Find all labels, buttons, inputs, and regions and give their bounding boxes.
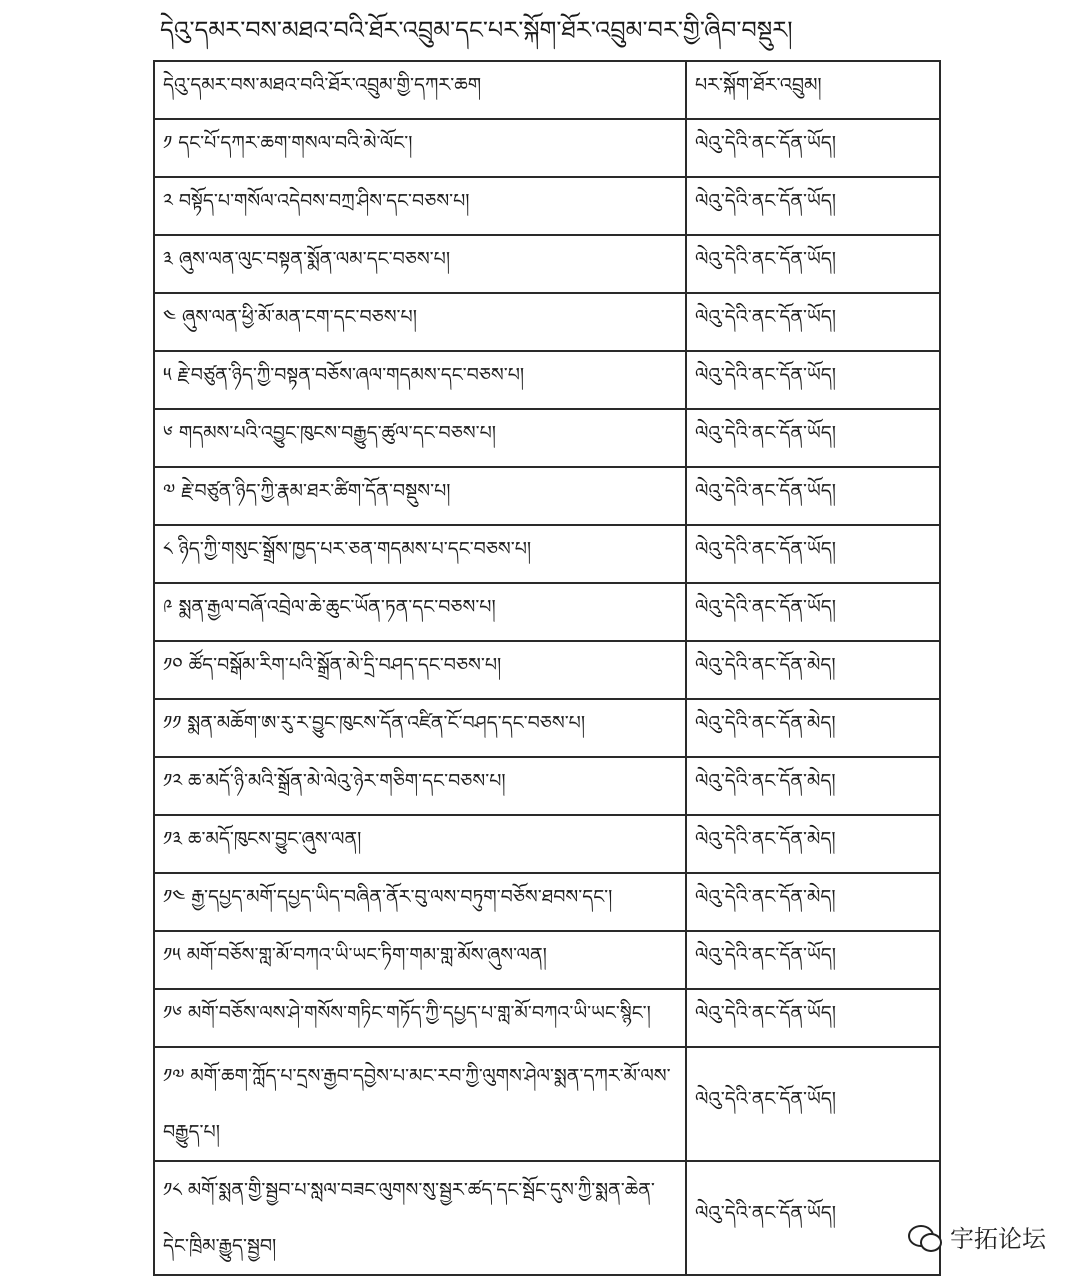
row-status-cell: ལེའུ་དེའི་ནང་དོན་ཡོད། bbox=[686, 989, 940, 1047]
row-text-cell bbox=[154, 409, 686, 467]
row-number: ༥ bbox=[163, 364, 172, 386]
table-row bbox=[154, 235, 940, 293]
row-number: ༨ bbox=[163, 538, 173, 560]
row-status-cell: ལེའུ་དེའི་ནང་དོན་ཡོད། bbox=[686, 931, 940, 989]
row-number: ༤ bbox=[163, 306, 177, 328]
header-cell-left: དེའུ་དམར་བས་མཐའ་བའི་ཐོར་འབྲུམ་གྱི་དཀར་ཆག bbox=[154, 61, 686, 119]
row-status-cell: ལེའུ་དེའི་ནང་དོན་མེད། bbox=[686, 873, 940, 931]
watermark-text: 宇拓论坛 bbox=[950, 1225, 1046, 1253]
row-status-cell: ལེའུ་དེའི་ནང་དོན་ཡོད། bbox=[686, 467, 940, 525]
row-text-cell bbox=[154, 583, 686, 641]
row-text: ཞུས་ལན་ལུང་བསྟན་སྨོན་ལམ་དང་བཅས་པ། bbox=[178, 248, 451, 270]
table-header-row bbox=[154, 61, 940, 119]
table-row bbox=[154, 757, 940, 815]
row-number: ༡༡ bbox=[163, 712, 182, 734]
row-text-cell bbox=[154, 235, 686, 293]
comparison-table bbox=[153, 60, 941, 1276]
row-number: ༡༤ bbox=[163, 886, 186, 908]
row-text-cell bbox=[154, 177, 686, 235]
row-text: དང་པོ་དཀར་ཆག་གསལ་བའི་མེ་ལོང་། bbox=[178, 132, 413, 154]
row-text-cell bbox=[154, 931, 686, 989]
table-row bbox=[154, 873, 940, 931]
watermark bbox=[908, 1219, 1046, 1254]
row-text-cell bbox=[154, 815, 686, 873]
table-row bbox=[154, 641, 940, 699]
table-row bbox=[154, 815, 940, 873]
row-number: ༡༣ bbox=[163, 828, 183, 850]
row-status-cell: ལེའུ་དེའི་ནང་དོན་མེད། bbox=[686, 641, 940, 699]
row-number: ༡༠ bbox=[163, 654, 183, 676]
row-text-cell bbox=[154, 293, 686, 351]
row-number: ༡ bbox=[163, 132, 173, 154]
row-text-cell bbox=[154, 641, 686, 699]
row-number: ༡༧ bbox=[163, 1065, 185, 1087]
row-text-cell bbox=[154, 757, 686, 815]
row-number: ༣ bbox=[163, 248, 173, 270]
row-text: ཞུས་ལན་ཕྱི་མོ་མན་ངག་དང་བཅས་པ། bbox=[182, 306, 417, 328]
table-row bbox=[154, 699, 940, 757]
row-number: ༡༢ bbox=[163, 770, 183, 792]
table-row bbox=[154, 1161, 940, 1275]
row-number: ༩ bbox=[163, 596, 173, 618]
row-status-cell: ལེའུ་དེའི་ནང་དོན་ཡོད། bbox=[686, 293, 940, 351]
table-row bbox=[154, 351, 940, 409]
row-text: མགོ་བཅོས་གླ་མོ་བཀའ་ཡི་ཡང་ཏིག་གམ་གླ་མོས་ཞུས་ལན། bbox=[186, 944, 547, 966]
row-text: ཚོད་བསྒོམ་རིག་པའི་སྒྲོན་མེ་དྲི་བཤད་དང་བཅས་པ། bbox=[188, 654, 502, 676]
row-status-cell: ལེའུ་དེའི་ནང་དོན་མེད། bbox=[686, 815, 940, 873]
row-text: སྨན་མཆོག་ཨ་རུ་ར་བྱུང་ཁུངས་དོན་འཛིན་ངོ་བཤད་དང་བཅས་པ། bbox=[187, 712, 586, 734]
table-row bbox=[154, 409, 940, 467]
row-text-cell bbox=[154, 699, 686, 757]
row-text: རྗེ་བཙུན་ཉིད་ཀྱི་བསྟན་བཅོས་ཞལ་གདམས་དང་བཅས་པ། bbox=[177, 364, 525, 386]
row-text-cell bbox=[154, 873, 686, 931]
table-row bbox=[154, 293, 940, 351]
row-status-cell: ལེའུ་དེའི་ནང་དོན་ཡོད། bbox=[686, 1047, 940, 1161]
row-status-cell: ལེའུ་དེའི་ནང་དོན་ཡོད། bbox=[686, 177, 940, 235]
row-number: ༡༦ bbox=[163, 1002, 183, 1024]
row-text: རྒྱ་དཔྱད་མགོ་དཔྱད་ཡིད་བཞིན་ནོར་བུ་ལས་བཏུག་བཅོས་ཐབས་དང་། bbox=[191, 886, 613, 908]
row-text: མགོ་བཅོས་ལས་ཤེ་གསོས་གཏིང་གཏོད་ཀྱི་དཔྱད་པ་གླ་མོ་བཀའ་ཡི་ཡང་སྙིང་། bbox=[188, 1002, 651, 1024]
row-text: མགོ་སྨན་གྱི་སྦྱབ་པ་སླལ་བཟང་ལུགས་སུ་སྦྱར་ཚད་དང་སྦོང་དུས་ཀྱི་སྨན་ཆེན་དེང་ཁྲིམ་རྒྱུད་སྦྱབ། bbox=[163, 1179, 655, 1257]
row-number: ༢ bbox=[163, 190, 173, 212]
table-row bbox=[154, 467, 940, 525]
table-row bbox=[154, 177, 940, 235]
row-status-cell: ལེའུ་དེའི་ནང་དོན་ཡོད། bbox=[686, 351, 940, 409]
row-text: སྨན་རྒྱལ་བཞོ་འབྲེལ་ཆེ་ཆུང་ཡོན་ཏན་དང་བཅས་པ། bbox=[178, 596, 496, 618]
row-status-cell: ལེའུ་དེའི་ནང་དོན་ཡོད། bbox=[686, 1161, 940, 1275]
row-text: རྗེ་བཙུན་ཉིད་ཀྱི་རྣམ་ཐར་ཚིག་དོན་བསྡུས་པ། bbox=[181, 480, 451, 502]
row-status-cell: ལེའུ་དེའི་ནང་དོན་ཡོད། bbox=[686, 525, 940, 583]
header-cell-right: པར་སྐོག་ཐོར་འབྲུམ། bbox=[686, 61, 940, 119]
row-text: ཆ་མདོ་ཁུངས་བྱུང་ཞུས་ལན། bbox=[188, 828, 362, 850]
row-text: མགོ་ཆག་ཀློད་པ་དྲས་རྒྱབ་དབྱེས་པ་མང་རབ་ཀྱི་ལུགས་ཤེལ་སྨན་དཀར་མོ་ལས་བརྒྱུད་པ། bbox=[163, 1065, 671, 1143]
table-row bbox=[154, 931, 940, 989]
row-text-cell bbox=[154, 119, 686, 177]
row-text-cell bbox=[154, 1047, 686, 1161]
row-number: ༡༥ bbox=[163, 944, 181, 966]
row-text-cell bbox=[154, 525, 686, 583]
table-row bbox=[154, 583, 940, 641]
row-status-cell: ལེའུ་དེའི་ནང་དོན་ཡོད། bbox=[686, 583, 940, 641]
row-number: ༦ bbox=[163, 422, 173, 444]
wechat-icon bbox=[908, 1223, 942, 1251]
row-number: ༡༨ bbox=[163, 1179, 182, 1201]
row-text-cell bbox=[154, 1161, 686, 1275]
row-text: ཉིད་ཀྱི་གསུང་སྒྲོས་ཁྱད་པར་ཅན་གདམས་པ་དང་བཅས་པ། bbox=[178, 538, 532, 560]
row-text-cell bbox=[154, 467, 686, 525]
table-row bbox=[154, 989, 940, 1047]
row-status-cell: ལེའུ་དེའི་ནང་དོན་ཡོད། bbox=[686, 235, 940, 293]
row-status-cell: ལེའུ་དེའི་ནང་དོན་མེད། bbox=[686, 699, 940, 757]
row-text: གདམས་པའི་འབྱུང་ཁུངས་བརྒྱུད་ཚུལ་དང་བཅས་པ། bbox=[178, 422, 496, 444]
row-text-cell bbox=[154, 989, 686, 1047]
row-status-cell: ལེའུ་དེའི་ནང་དོན་མེད། bbox=[686, 757, 940, 815]
row-text-cell bbox=[154, 351, 686, 409]
row-text: བསྟོད་པ་གསོལ་འདེབས་བཀྲ་ཤིས་དང་བཅས་པ། bbox=[178, 190, 470, 212]
row-text: ཆ་མདོ་ཉི་མའི་སྒྲོན་མེ་ལེའུ་ཉེར་གཅིག་དང་བཅས་པ། bbox=[188, 770, 506, 792]
row-status-cell: ལེའུ་དེའི་ནང་དོན་ཡོད། bbox=[686, 409, 940, 467]
document-title: དེའུ་དམར་བས་མཐའ་བའི་ཐོར་འབྲུམ་དང་པར་སྐོག་ཐོར་འབྲུམ་བར་གྱི་ཞིབ་བསྡུར། bbox=[160, 16, 793, 44]
table-row bbox=[154, 119, 940, 177]
table-row bbox=[154, 1047, 940, 1161]
row-status-cell: ལེའུ་དེའི་ནང་དོན་ཡོད། bbox=[686, 119, 940, 177]
table-row bbox=[154, 525, 940, 583]
row-number: ༧ bbox=[163, 480, 176, 502]
